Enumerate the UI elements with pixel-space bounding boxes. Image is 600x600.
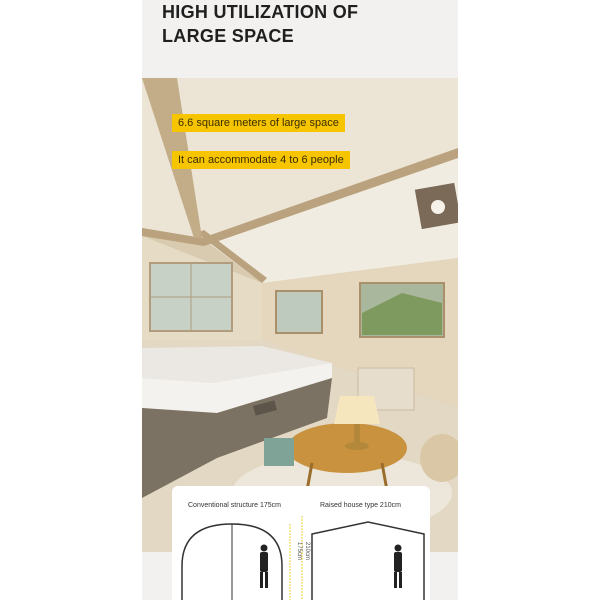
headline-line-2: LARGE SPACE bbox=[162, 26, 294, 46]
product-banner bbox=[142, 0, 458, 600]
tent-interior-photo bbox=[142, 78, 458, 552]
space-callout: 6.6 square meters of large space bbox=[172, 114, 345, 132]
height-comparison-panel bbox=[172, 486, 430, 600]
person-silhouette-left bbox=[260, 545, 268, 589]
raised-house-label: Raised house type 210cm bbox=[320, 502, 401, 509]
dim-short-label: 175cm bbox=[296, 542, 302, 561]
house-outline bbox=[312, 522, 424, 600]
page-title bbox=[162, 0, 358, 48]
tent-interior-illustration bbox=[142, 78, 458, 552]
conventional-structure-label: Conventional structure 175cm bbox=[188, 502, 281, 509]
person-silhouette-right bbox=[394, 545, 402, 589]
capacity-callout: It can accommodate 4 to 6 people bbox=[172, 151, 350, 169]
headline-line-1: HIGH UTILIZATION OF bbox=[162, 2, 359, 22]
dim-tall-label: 210cm bbox=[304, 542, 310, 561]
